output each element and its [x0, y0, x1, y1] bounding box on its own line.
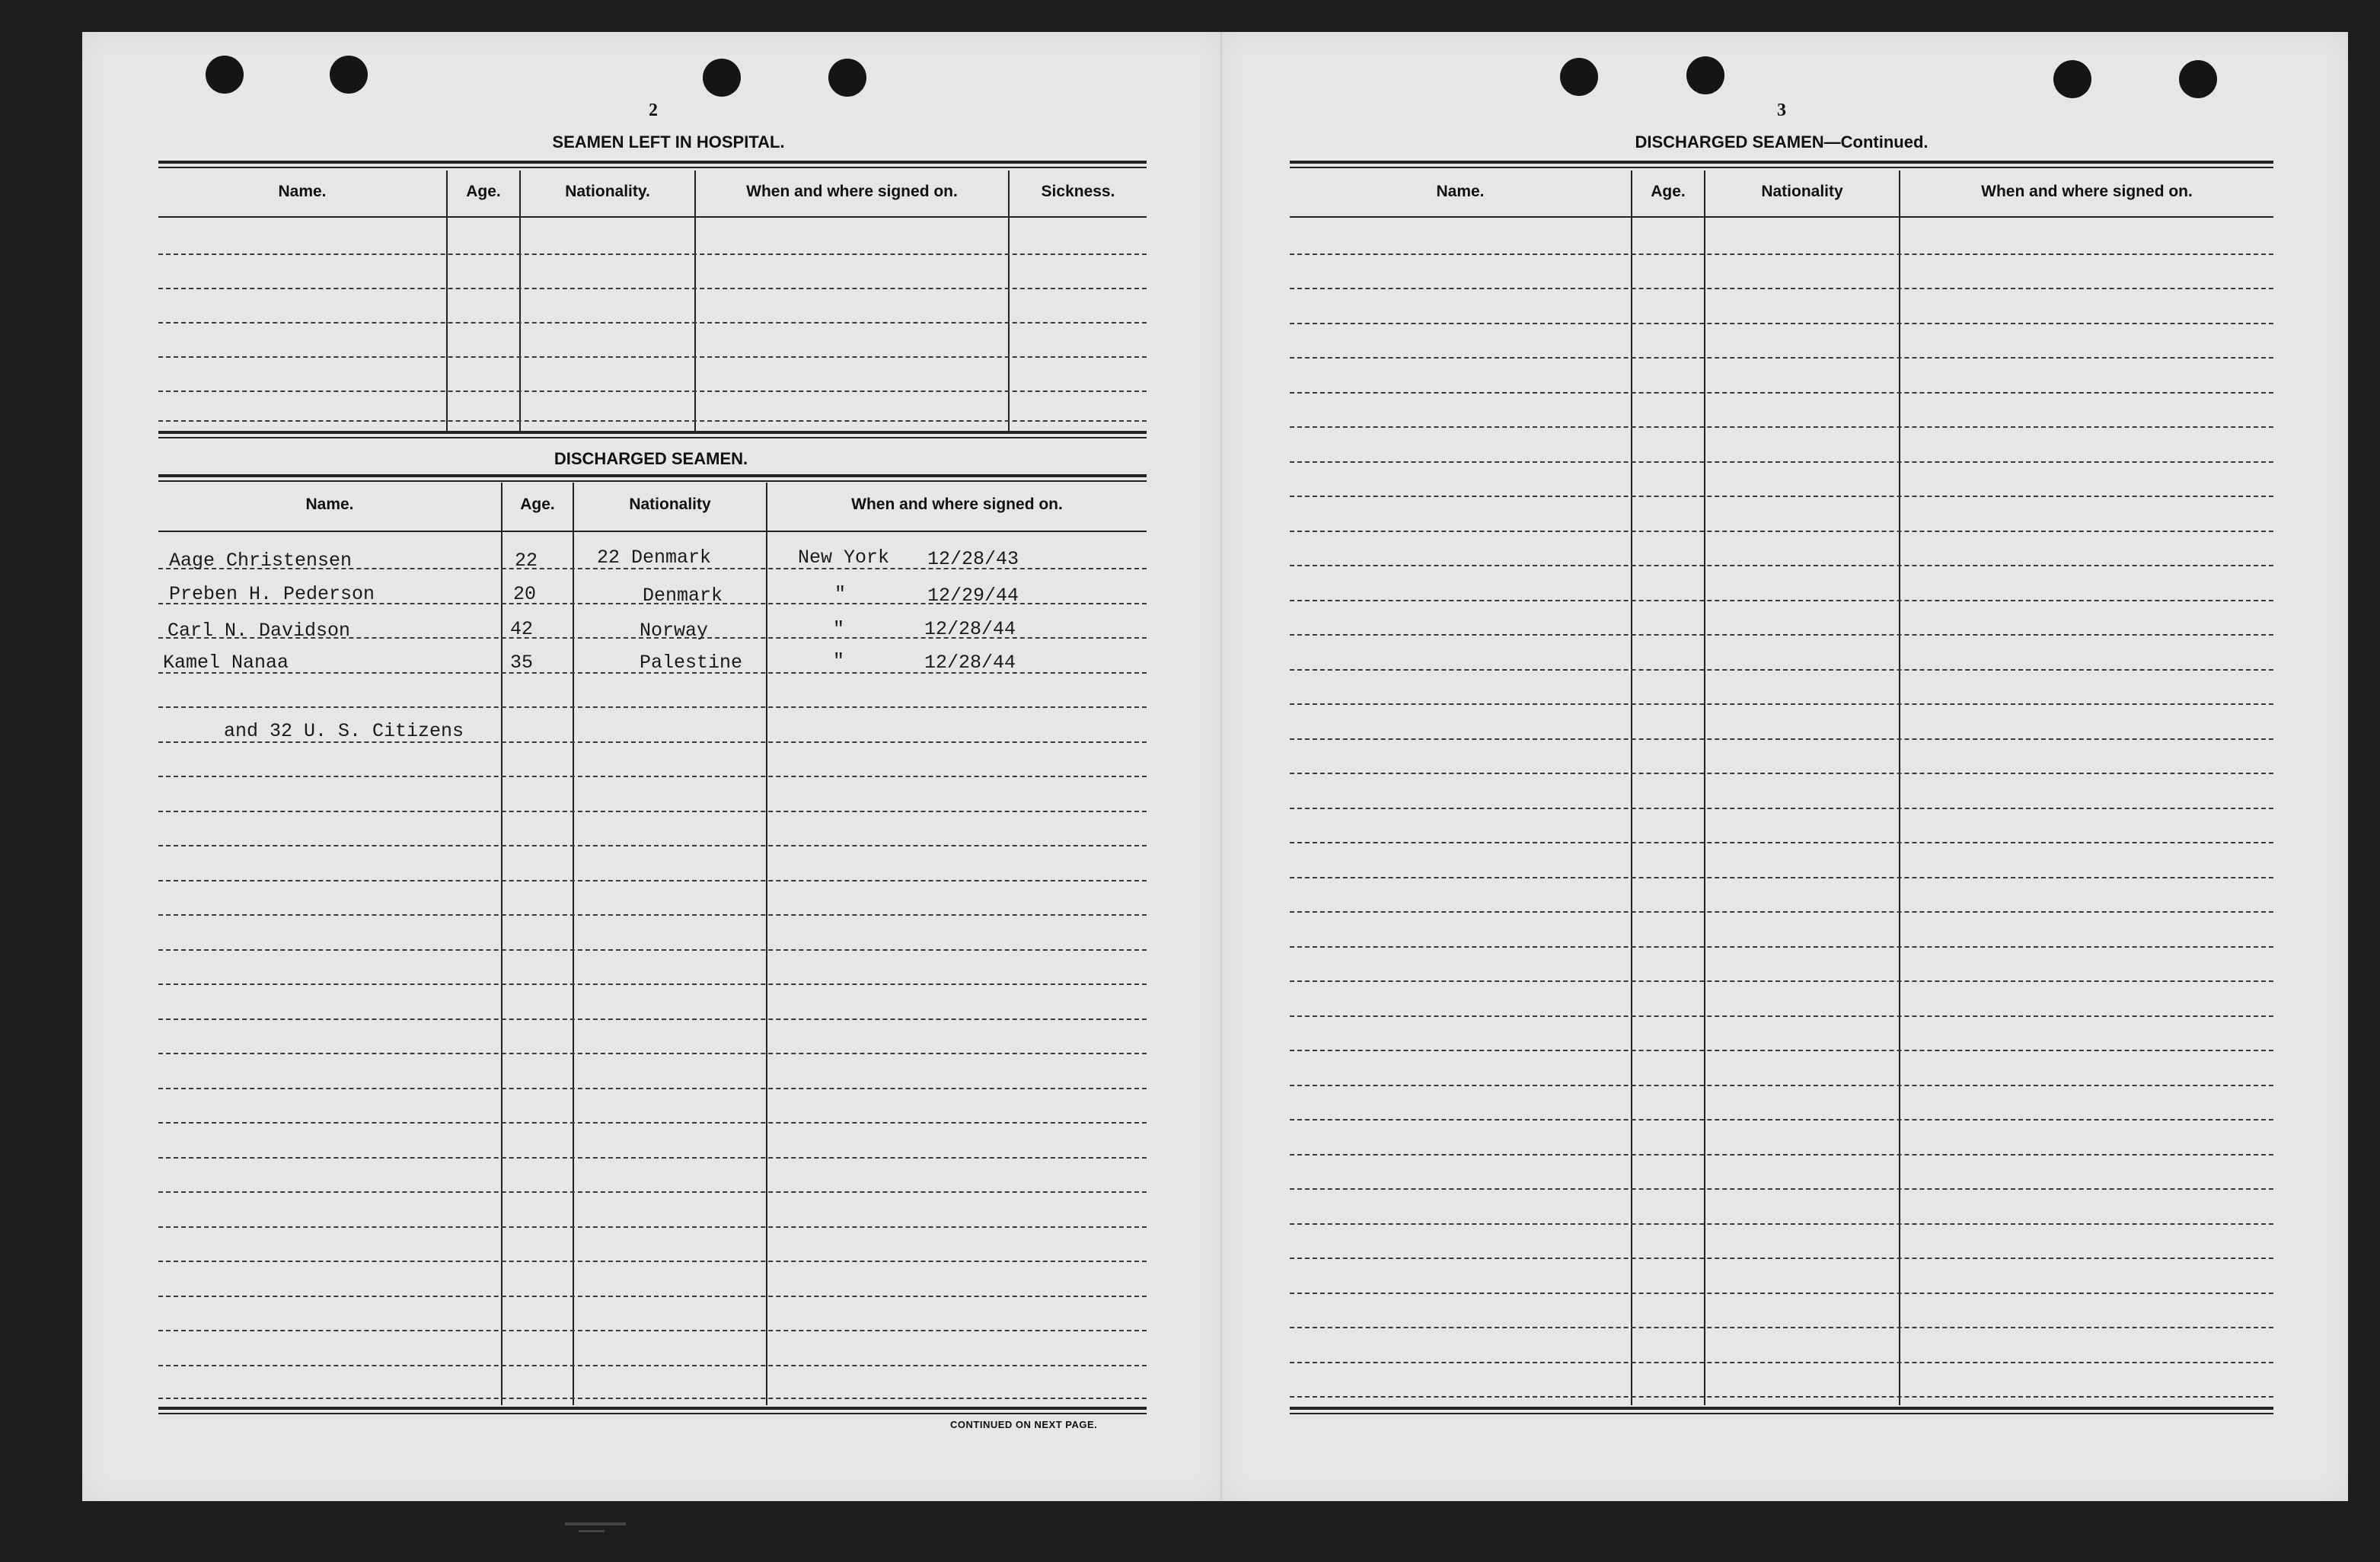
discharged-top-rule — [158, 474, 1147, 482]
ruled-line — [158, 706, 1147, 708]
signed-on-place: New York — [798, 547, 890, 569]
seaman-nationality: Norway — [640, 620, 709, 642]
ruled-line — [1290, 808, 2273, 809]
ruled-line — [1290, 773, 2273, 774]
ruled-line — [1290, 288, 2273, 289]
col-name: Name. — [278, 183, 327, 200]
discharged-col-divider — [766, 483, 767, 1405]
col-signed-on: When and where signed on. — [1981, 183, 2193, 200]
ruled-line — [158, 880, 1147, 881]
discharged-continued-title: DISCHARGED SEAMEN—Continued. — [1635, 132, 1929, 151]
seaman-nationality: Denmark — [643, 585, 723, 607]
right-top-rule — [1290, 161, 2273, 168]
right-col-divider — [1704, 171, 1705, 1405]
col-signed-on: When and where signed on. — [746, 183, 958, 200]
scan-artifact — [565, 1522, 626, 1525]
discharged-col-divider — [573, 483, 574, 1405]
ruled-line — [158, 390, 1147, 392]
ruled-line — [1290, 1396, 2273, 1398]
seaman-age: 22 — [515, 550, 538, 572]
seaman-age: 20 — [513, 583, 537, 605]
seaman-nationality: Palestine — [640, 652, 743, 674]
signed-on-place: " — [834, 583, 847, 605]
col-nationality: Nationality. — [565, 183, 650, 200]
ruled-line — [158, 288, 1147, 289]
ruled-line — [1290, 1085, 2273, 1086]
ruled-line — [1290, 877, 2273, 878]
ruled-line — [1290, 531, 2273, 532]
signed-on-date: 12/28/43 — [927, 548, 1019, 570]
punch-hole — [2053, 60, 2091, 98]
ruled-line — [1290, 1119, 2273, 1120]
ruled-line — [1290, 911, 2273, 913]
seaman-name: Kamel Nanaa — [163, 652, 289, 674]
ruled-line — [158, 949, 1147, 951]
ruled-line — [1290, 392, 2273, 394]
discharged-bottom-rule — [158, 1407, 1147, 1414]
right-col-divider — [1631, 171, 1632, 1405]
hospital-section-title: SEAMEN LEFT IN HOSPITAL. — [552, 132, 785, 151]
ruled-line — [1290, 323, 2273, 324]
ruled-line — [1290, 1188, 2273, 1190]
ruled-line — [1290, 738, 2273, 740]
ruled-line — [158, 420, 1147, 422]
ruled-line — [1290, 461, 2273, 463]
punch-hole — [828, 59, 866, 97]
page-fold — [1220, 32, 1222, 1501]
col-nationality: Nationality — [629, 496, 711, 513]
ruled-line — [1290, 1050, 2273, 1051]
ruled-line — [158, 1296, 1147, 1297]
ruled-line — [158, 811, 1147, 812]
col-age: Age. — [466, 183, 501, 200]
signed-on-date: 12/29/44 — [927, 585, 1019, 607]
seaman-nationality: 22 Denmark — [597, 547, 712, 569]
right-col-divider — [1899, 171, 1900, 1405]
ruled-line — [1290, 600, 2273, 601]
ruled-line — [158, 322, 1147, 324]
ruled-line — [1290, 1223, 2273, 1225]
ruled-line — [1290, 253, 2273, 255]
signed-on-date: 12/28/44 — [924, 618, 1016, 640]
ruled-line — [158, 1122, 1147, 1124]
signed-on-place: " — [833, 618, 845, 640]
right-header-rule — [1290, 216, 2273, 218]
page-number-right: 3 — [1777, 100, 1786, 120]
ruled-line — [1290, 1293, 2273, 1294]
right-page — [1221, 32, 2348, 1501]
ruled-line — [1290, 357, 2273, 359]
ruled-line — [158, 845, 1147, 846]
ruled-line — [158, 1191, 1147, 1193]
ruled-line — [1290, 1154, 2273, 1156]
punch-hole — [2179, 60, 2217, 98]
discharged-header-rule — [158, 531, 1147, 532]
col-sickness: Sickness. — [1041, 183, 1115, 200]
col-nationality: Nationality — [1761, 183, 1843, 200]
continued-note: CONTINUED ON NEXT PAGE. — [950, 1419, 1098, 1430]
seaman-age: 35 — [510, 652, 534, 674]
ruled-line — [158, 1261, 1147, 1262]
col-age: Age. — [520, 496, 555, 513]
hospital-top-rule — [158, 161, 1147, 168]
page-number-left: 2 — [649, 100, 658, 120]
ruled-line — [158, 1330, 1147, 1331]
ruled-line — [158, 1053, 1147, 1054]
seaman-name: Preben H. Pederson — [169, 583, 375, 605]
ruled-line — [158, 356, 1147, 358]
ruled-line — [1290, 1362, 2273, 1363]
seaman-age: 42 — [510, 618, 534, 640]
ruled-line — [158, 1018, 1147, 1020]
hospital-bottom-rule — [158, 431, 1147, 438]
punch-hole — [330, 56, 368, 94]
ruled-line — [158, 983, 1147, 985]
ruled-line — [158, 1398, 1147, 1399]
ruled-line — [1290, 426, 2273, 428]
ruled-line — [158, 914, 1147, 916]
ruled-line — [1290, 980, 2273, 982]
right-bottom-rule — [1290, 1407, 2273, 1414]
ruled-line — [1290, 565, 2273, 566]
ruled-line — [158, 1088, 1147, 1089]
ruled-line — [158, 776, 1147, 777]
col-name: Name. — [305, 496, 354, 513]
ruled-line — [1290, 669, 2273, 671]
left-page — [82, 32, 1221, 1501]
ruled-line — [1290, 634, 2273, 636]
col-name: Name. — [1436, 183, 1485, 200]
ruled-line — [1290, 1015, 2273, 1017]
ruled-line — [1290, 703, 2273, 705]
seaman-name: Carl N. Davidson — [167, 620, 351, 642]
seaman-name: Aage Christensen — [169, 550, 353, 572]
ruled-line — [1290, 496, 2273, 497]
col-signed-on: When and where signed on. — [851, 496, 1063, 513]
ruled-line — [158, 1157, 1147, 1159]
ruled-line — [158, 1365, 1147, 1366]
ruled-line — [1290, 1327, 2273, 1328]
citizens-note: and 32 U. S. Citizens — [224, 720, 464, 742]
discharged-col-divider — [501, 483, 502, 1405]
punch-hole — [1560, 58, 1598, 96]
signed-on-place: " — [833, 650, 845, 672]
ruled-line — [1290, 1258, 2273, 1259]
ruled-line — [1290, 946, 2273, 948]
discharged-section-title: DISCHARGED SEAMEN. — [554, 449, 748, 468]
scan-artifact — [579, 1530, 605, 1532]
hospital-header-rule — [158, 216, 1147, 218]
signed-on-date: 12/28/44 — [924, 652, 1016, 674]
punch-hole — [703, 59, 741, 97]
punch-hole — [1686, 56, 1724, 94]
ruled-line — [158, 1226, 1147, 1228]
ruled-line — [1290, 842, 2273, 843]
ruled-line — [158, 253, 1147, 255]
punch-hole — [206, 56, 244, 94]
col-age: Age. — [1651, 183, 1686, 200]
